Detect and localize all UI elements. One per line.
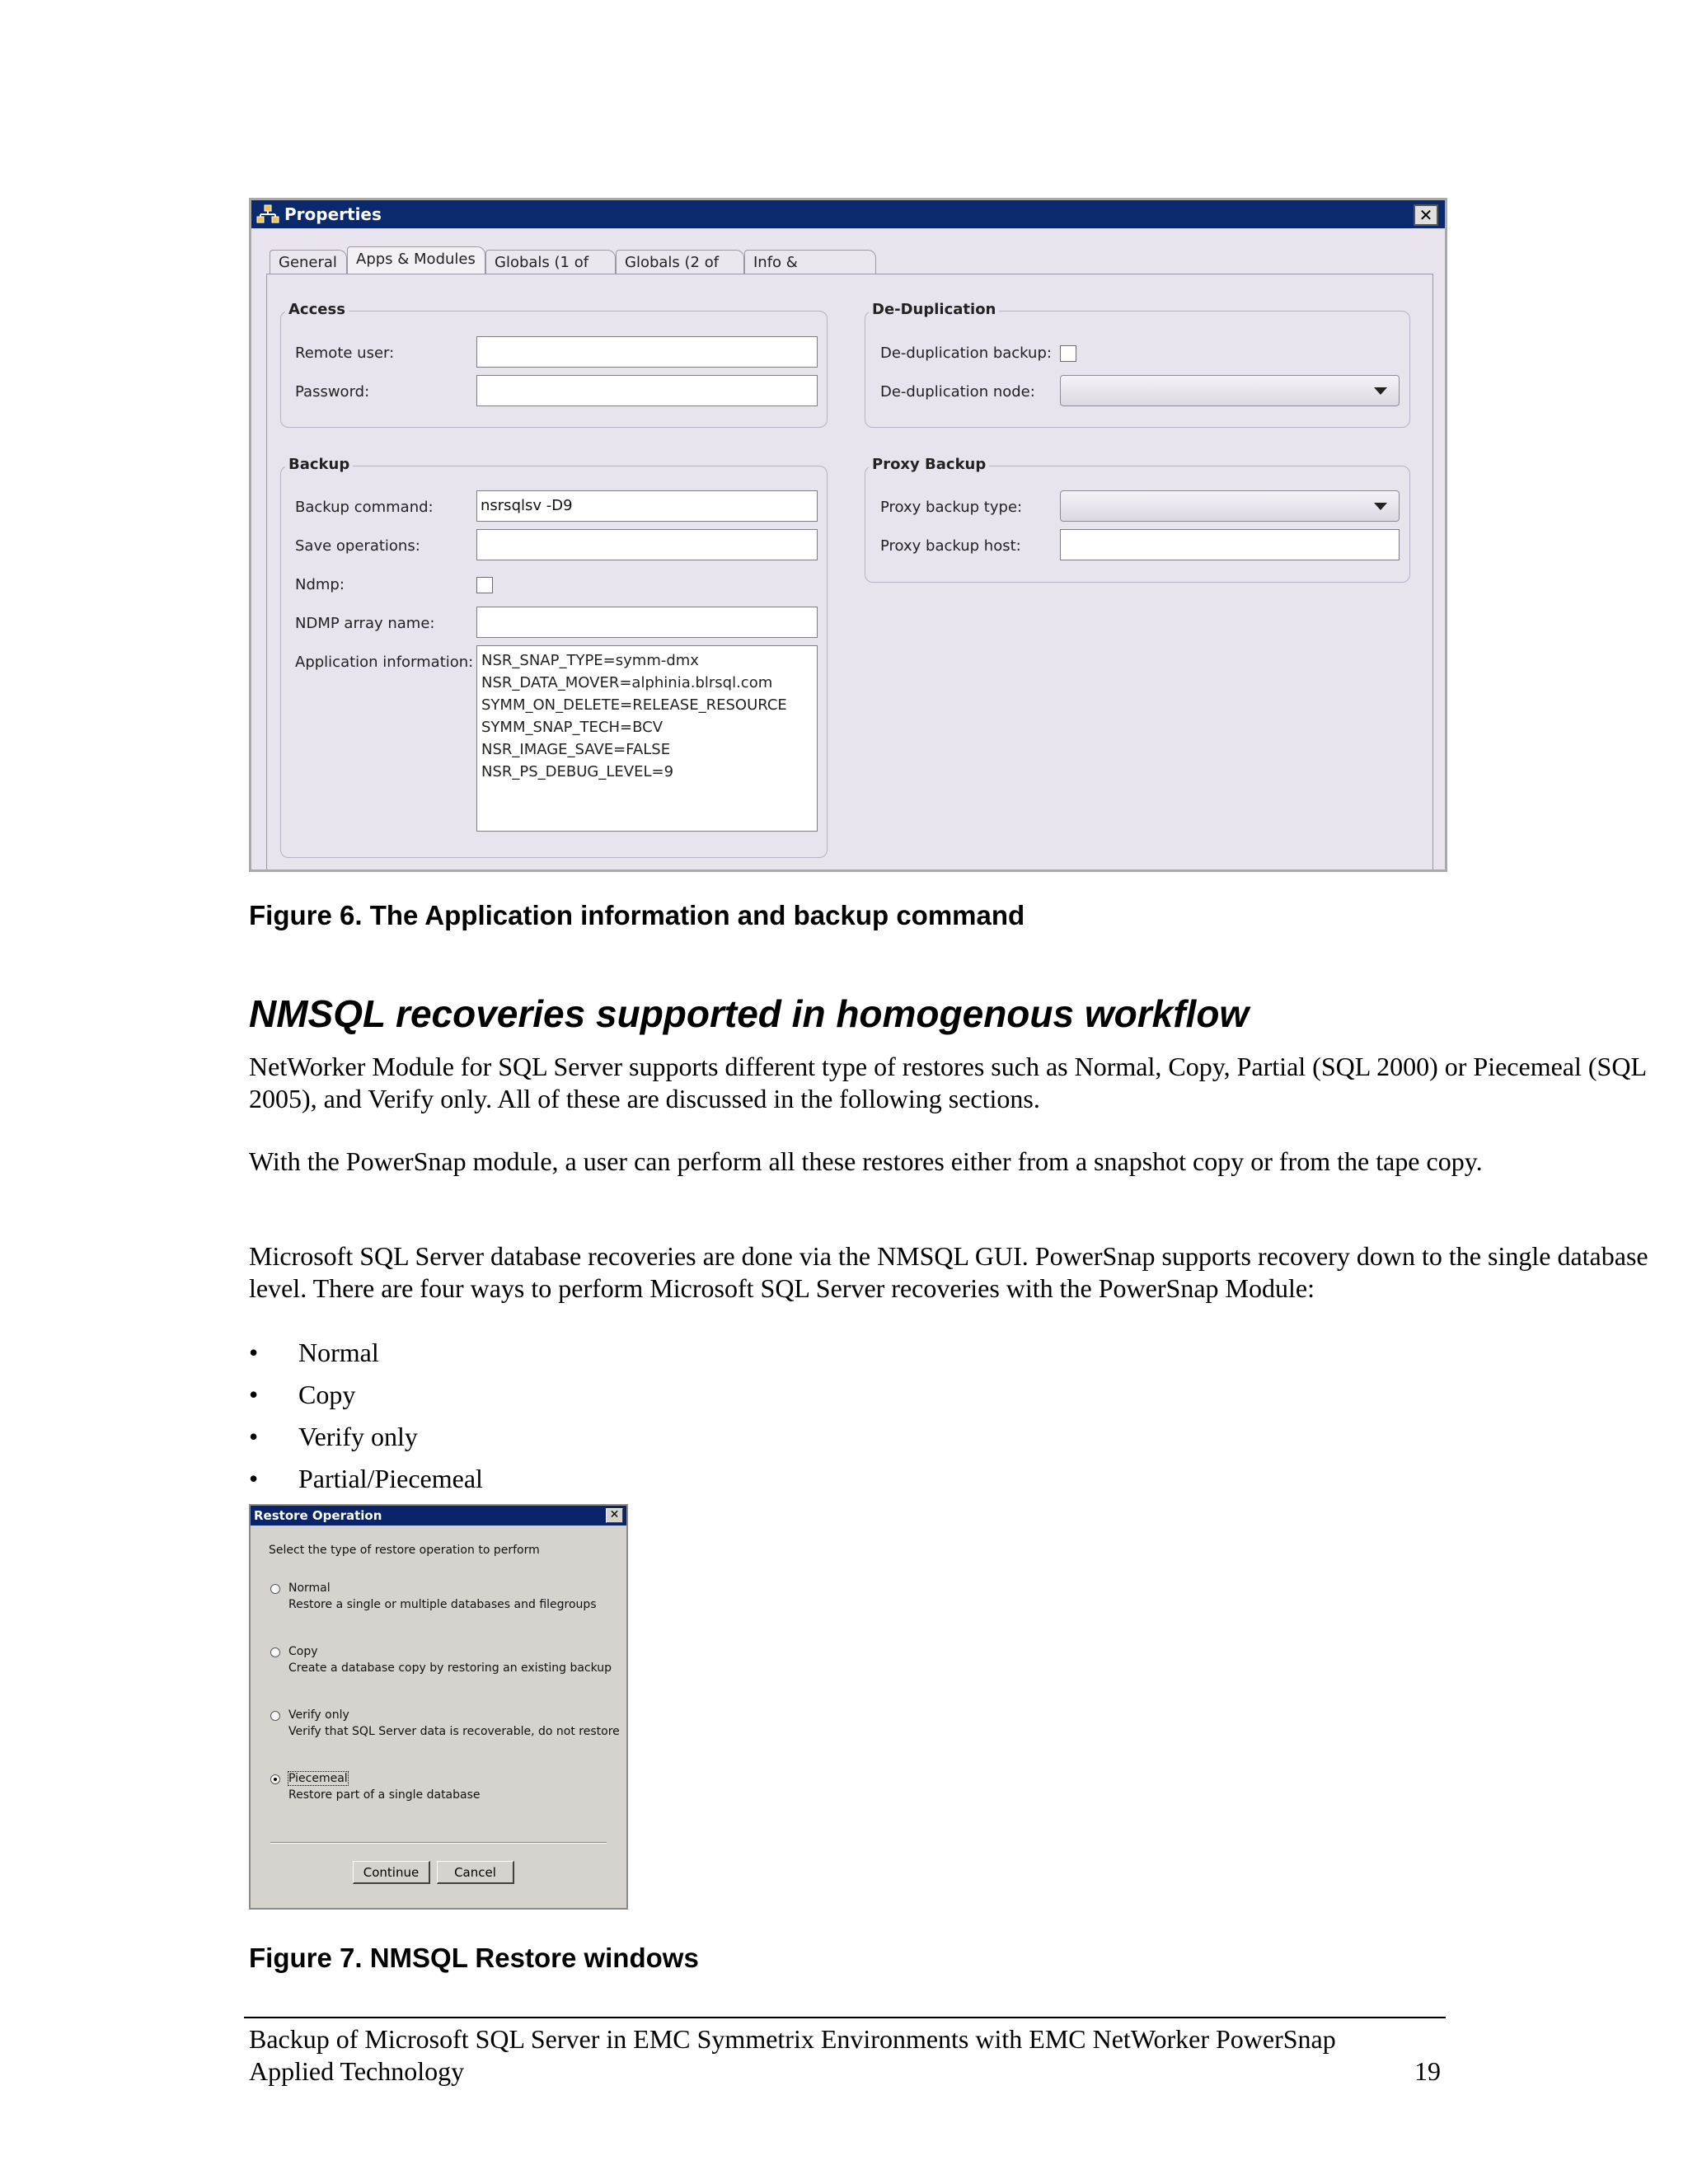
dedup-node-dropdown[interactable]	[1060, 375, 1400, 406]
backup-command-label: Backup command:	[295, 499, 434, 516]
app-info-label: Application information:	[295, 654, 474, 671]
backup-command-input[interactable]: nsrsqlsv -D9	[476, 490, 818, 522]
app-info-textarea[interactable]	[476, 645, 818, 832]
app-info-line: NSR_PS_DEBUG_LEVEL=9	[481, 763, 674, 780]
restore-prompt: Select the type of restore operation to perform	[269, 1544, 540, 1557]
proxy-type-label: Proxy backup type:	[880, 499, 1023, 516]
tab-globals-2[interactable]: Globals (2 of	[616, 250, 744, 274]
close-icon[interactable]: ✕	[606, 1508, 623, 1523]
radio-verify-only[interactable]	[270, 1711, 280, 1721]
proxy-host-input[interactable]	[1060, 529, 1400, 560]
ndmp-array-input[interactable]	[476, 607, 818, 638]
proxy-backup-group-title: Proxy Backup	[869, 456, 989, 473]
bullet-icon: •	[249, 1464, 259, 1493]
chevron-down-icon	[1374, 387, 1387, 395]
option-label: Verify only	[288, 1708, 349, 1722]
app-info-line: SYMM_ON_DELETE=RELEASE_RESOURCE	[481, 696, 787, 714]
paragraph: NetWorker Module for SQL Server supports different type of restores such as Normal, Copy, Partial (SQL 2000) or Piecemeal (SQL 2005), and Verify only. All of these are discussed in the following sections.	[249, 1052, 1646, 1113]
password-label: Password:	[295, 383, 370, 401]
dedup-node-label: De-duplication node:	[880, 383, 1035, 401]
section-heading: NMSQL recoveries supported in homogenous workflow	[249, 992, 1250, 1035]
dedup-backup-checkbox[interactable]	[1060, 345, 1076, 362]
backup-group-title: Backup	[285, 456, 353, 473]
option-label: Piecemeal	[288, 1772, 348, 1785]
footer-title: Backup of Microsoft SQL Server in EMC Symmetrix Environments with EMC NetWorker PowerSnap	[249, 2024, 1336, 2054]
proxy-host-label: Proxy backup host:	[880, 537, 1021, 555]
option-label: Copy	[288, 1645, 318, 1658]
ndmp-array-label: NDMP array name:	[295, 615, 435, 632]
access-group-title: Access	[285, 301, 349, 318]
properties-title: Properties	[284, 204, 382, 224]
option-label: Normal	[288, 1582, 331, 1595]
proxy-type-dropdown[interactable]	[1060, 490, 1400, 522]
paragraph: Microsoft SQL Server database recoveries are done via the NMSQL GUI. PowerSnap supports recovery down to the single database level. There are four ways to perform Microsoft SQL Server recoveries with the PowerSnap Module:	[249, 1241, 1648, 1303]
ndmp-checkbox[interactable]	[476, 577, 493, 593]
tab-globals-1[interactable]: Globals (1 of	[485, 250, 616, 274]
option-description: Verify that SQL Server data is recoverable, do not restore	[288, 1725, 620, 1738]
app-info-line: NSR_DATA_MOVER=alphinia.blrsql.com	[481, 674, 773, 691]
network-icon	[256, 204, 279, 224]
restore-title-bar	[251, 1506, 626, 1526]
properties-window	[249, 198, 1447, 872]
radio-piecemeal[interactable]	[270, 1774, 280, 1784]
bullet-icon: •	[249, 1380, 259, 1409]
remote-user-label: Remote user:	[295, 344, 395, 362]
app-info-line: SYMM_SNAP_TECH=BCV	[481, 719, 663, 736]
save-operations-label: Save operations:	[295, 537, 420, 555]
radio-copy[interactable]	[270, 1647, 280, 1657]
footer-subtitle: Applied Technology	[249, 2056, 465, 2086]
app-info-line: NSR_SNAP_TYPE=symm-dmx	[481, 652, 699, 669]
option-description: Create a database copy by restoring an existing backup	[288, 1661, 612, 1675]
restore-operation-window	[249, 1504, 628, 1910]
password-input[interactable]	[476, 375, 818, 406]
tab-apps-modules[interactable]: Apps & Modules	[347, 246, 485, 274]
dedup-group-title: De-Duplication	[869, 301, 999, 318]
radio-normal[interactable]	[270, 1584, 280, 1594]
app-info-line: NSR_IMAGE_SAVE=FALSE	[481, 741, 671, 758]
figure6-caption: Figure 6. The Application information and backup command	[249, 900, 1025, 930]
properties-title-bar	[251, 200, 1445, 228]
tab-info-licensing[interactable]: Info &	[744, 250, 876, 274]
paragraph: With the PowerSnap module, a user can perform all these restores either from a snapshot copy or from the tape copy.	[249, 1146, 1483, 1176]
cancel-button[interactable]: Cancel	[437, 1861, 514, 1884]
dedup-group	[865, 311, 1410, 428]
save-operations-input[interactable]	[476, 529, 818, 560]
remote-user-input[interactable]	[476, 336, 818, 368]
access-group	[280, 311, 828, 428]
proxy-backup-group	[865, 466, 1410, 583]
option-description: Restore part of a single database	[288, 1788, 481, 1802]
footer-rule	[244, 2017, 1446, 2018]
divider	[270, 1842, 607, 1844]
continue-button[interactable]: Continue	[353, 1861, 430, 1884]
tab-general[interactable]: General	[270, 250, 347, 274]
restore-title: Restore Operation	[254, 1508, 382, 1523]
ndmp-label: Ndmp:	[295, 576, 345, 593]
option-description: Restore a single or multiple databases and filegroups	[288, 1598, 597, 1611]
page-number: 19	[1414, 2056, 1441, 2086]
bullet-icon: •	[249, 1422, 259, 1451]
dedup-backup-label: De-duplication backup:	[880, 344, 1052, 362]
close-icon[interactable]: ✕	[1414, 204, 1438, 226]
chevron-down-icon	[1374, 503, 1387, 510]
bullet-icon: •	[249, 1338, 259, 1367]
figure7-caption: Figure 7. NMSQL Restore windows	[249, 1943, 699, 1973]
apps-modules-panel	[266, 274, 1433, 869]
